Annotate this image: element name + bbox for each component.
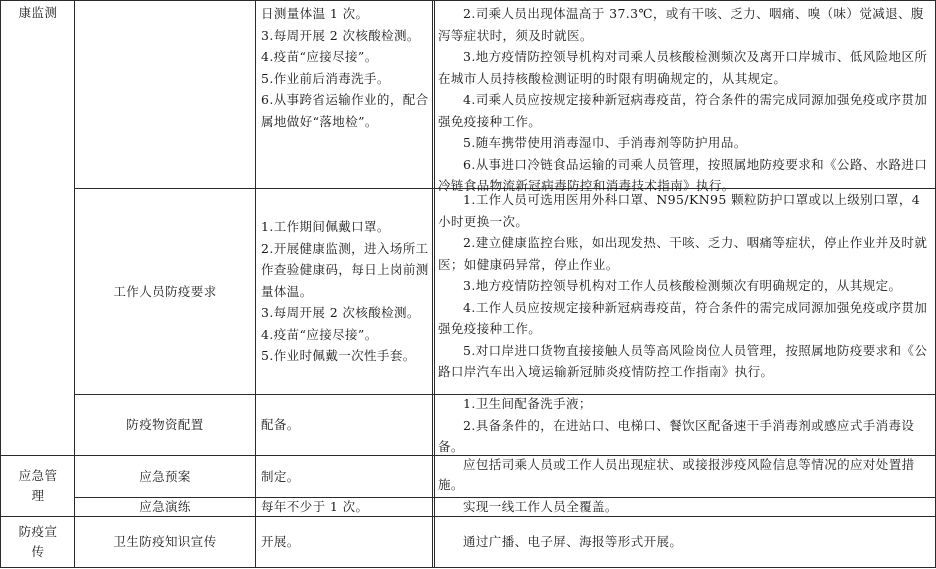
requirements-supplies — [438, 393, 928, 458]
category-health-monitoring: 康监测 — [18, 5, 58, 20]
content-line: 4.疫苗“应接尽接”。 — [261, 49, 378, 64]
requirement-item: 2.具备条件的，在进站口、电梯口、餐饮区配备速干手消毒剂或感应式手消毒设备。 — [438, 417, 915, 454]
item-publicity: 卫生防疫知识宣传 — [113, 534, 217, 550]
content-health-monitoring — [261, 3, 429, 132]
content-line: 1.工作期间佩戴口罩。 — [261, 219, 390, 235]
requirement-item: 5.随车携带使用消毒湿巾、手消毒剂等防护用品。 — [463, 135, 747, 150]
content-staff-requirements — [261, 189, 429, 394]
content-publicity: 开展。 — [261, 534, 300, 550]
requirement-item: 3.地方疫情防控领导机构对司乘人员核酸检测频次及离开口岸城市、低风险地区所在城市人员持核酸检测证明的时限有明确规定的，从其规定。 — [438, 49, 928, 86]
rule-bottom — [0, 567, 936, 568]
requirement-item: 2.建立健康监控台账，如出现发热、干咳、乏力、咽痛等症状，停止作业并及时就医；如健康码异常，停止作业。 — [438, 235, 928, 272]
content-emergency-plan: 制定。 — [261, 468, 300, 484]
content-line: 日测量体温 1 次。 — [261, 6, 369, 21]
requirement-item: 5.对口岸进口货物直接接触人员等高风险岗位人员管理，按照属地防疫要求和《公路口岸汽车出入境运输新冠肺炎疫情防控工作指南》执行。 — [438, 342, 928, 379]
requirement-item: 3.地方疫情防控领导机构对工作人员核酸检测频次有明确规定的，从其规定。 — [463, 278, 902, 293]
requirement-item: 1.工作人员可选用医用外科口罩、N95/KN95 颗粒防护口罩或以上级别口罩，4 小时更换一次。 — [438, 192, 921, 229]
item-emergency-plan: 应急预案 — [139, 468, 191, 484]
category-publicity: 防疫宣传 — [18, 524, 58, 559]
content-supplies: 配备。 — [261, 417, 300, 433]
content-line: 6.从事跨省运输作业的，配合属地做好“落地检”。 — [261, 92, 429, 129]
content-line: 5.作业时佩戴一次性手套。 — [261, 348, 416, 364]
content-line: 3.每周开展 2 次核酸检测。 — [261, 305, 420, 321]
requirement-item: 2.司乘人员出现体温高于 37.3℃，或有干咳、乏力、咽痛、嗅（味）觉减退、腹泻等症状时，须及时就医。 — [438, 6, 924, 43]
item-emergency-drill: 应急演练 — [139, 499, 191, 514]
requirements-health-monitoring — [438, 3, 928, 197]
requirements-emergency-drill: 实现一线工作人员全覆盖。 — [463, 499, 618, 514]
requirements-staff — [438, 189, 928, 383]
rule-col2 — [255, 0, 256, 568]
content-line: 3.每周开展 2 次核酸检测。 — [261, 27, 420, 43]
requirement-item: 4.工作人员应按规定接种新冠病毒疫苗，符合条件的需完成同源加强免疫或序贯加强免疫接种工作。 — [438, 299, 928, 336]
rule-left — [0, 0, 1, 568]
content-line: 4.疫苗“应接尽接”。 — [261, 326, 378, 342]
requirement-item: 1.卫生间配备洗手液； — [463, 396, 592, 411]
item-staff-requirements: 工作人员防疫要求 — [113, 283, 217, 299]
requirement-item: 6.从事进口冷链食品运输的司乘人员管理，按照属地防疫要求和《公路、水路进口冷链食品物流新冠病毒防控和消毒技术指南》执行。 — [438, 156, 928, 193]
content-line: 2.开展健康监测，进入场所工作查验健康码，每日上岗前测量体温。 — [261, 240, 429, 299]
category-emergency: 应急管理 — [18, 468, 58, 503]
content-line: 5.作业前后消毒洗手。 — [261, 70, 390, 86]
requirements-emergency-plan: 应包括司乘人员或工作人员出现症状、或接报涉疫风险信息等情况的应对处置措施。 — [438, 457, 915, 492]
item-supplies: 防疫物资配置 — [126, 417, 204, 433]
rule-top — [0, 0, 936, 1]
requirements-publicity: 通过广播、电子屏、海报等形式开展。 — [463, 534, 683, 550]
requirement-item: 4.司乘人员应按规定接种新冠病毒疫苗，符合条件的需完成同源加强免疫或序贯加强免疫接种工作。 — [438, 92, 928, 129]
rule-col3 — [432, 0, 435, 568]
content-emergency-drill: 每年不少于 1 次。 — [261, 499, 369, 514]
